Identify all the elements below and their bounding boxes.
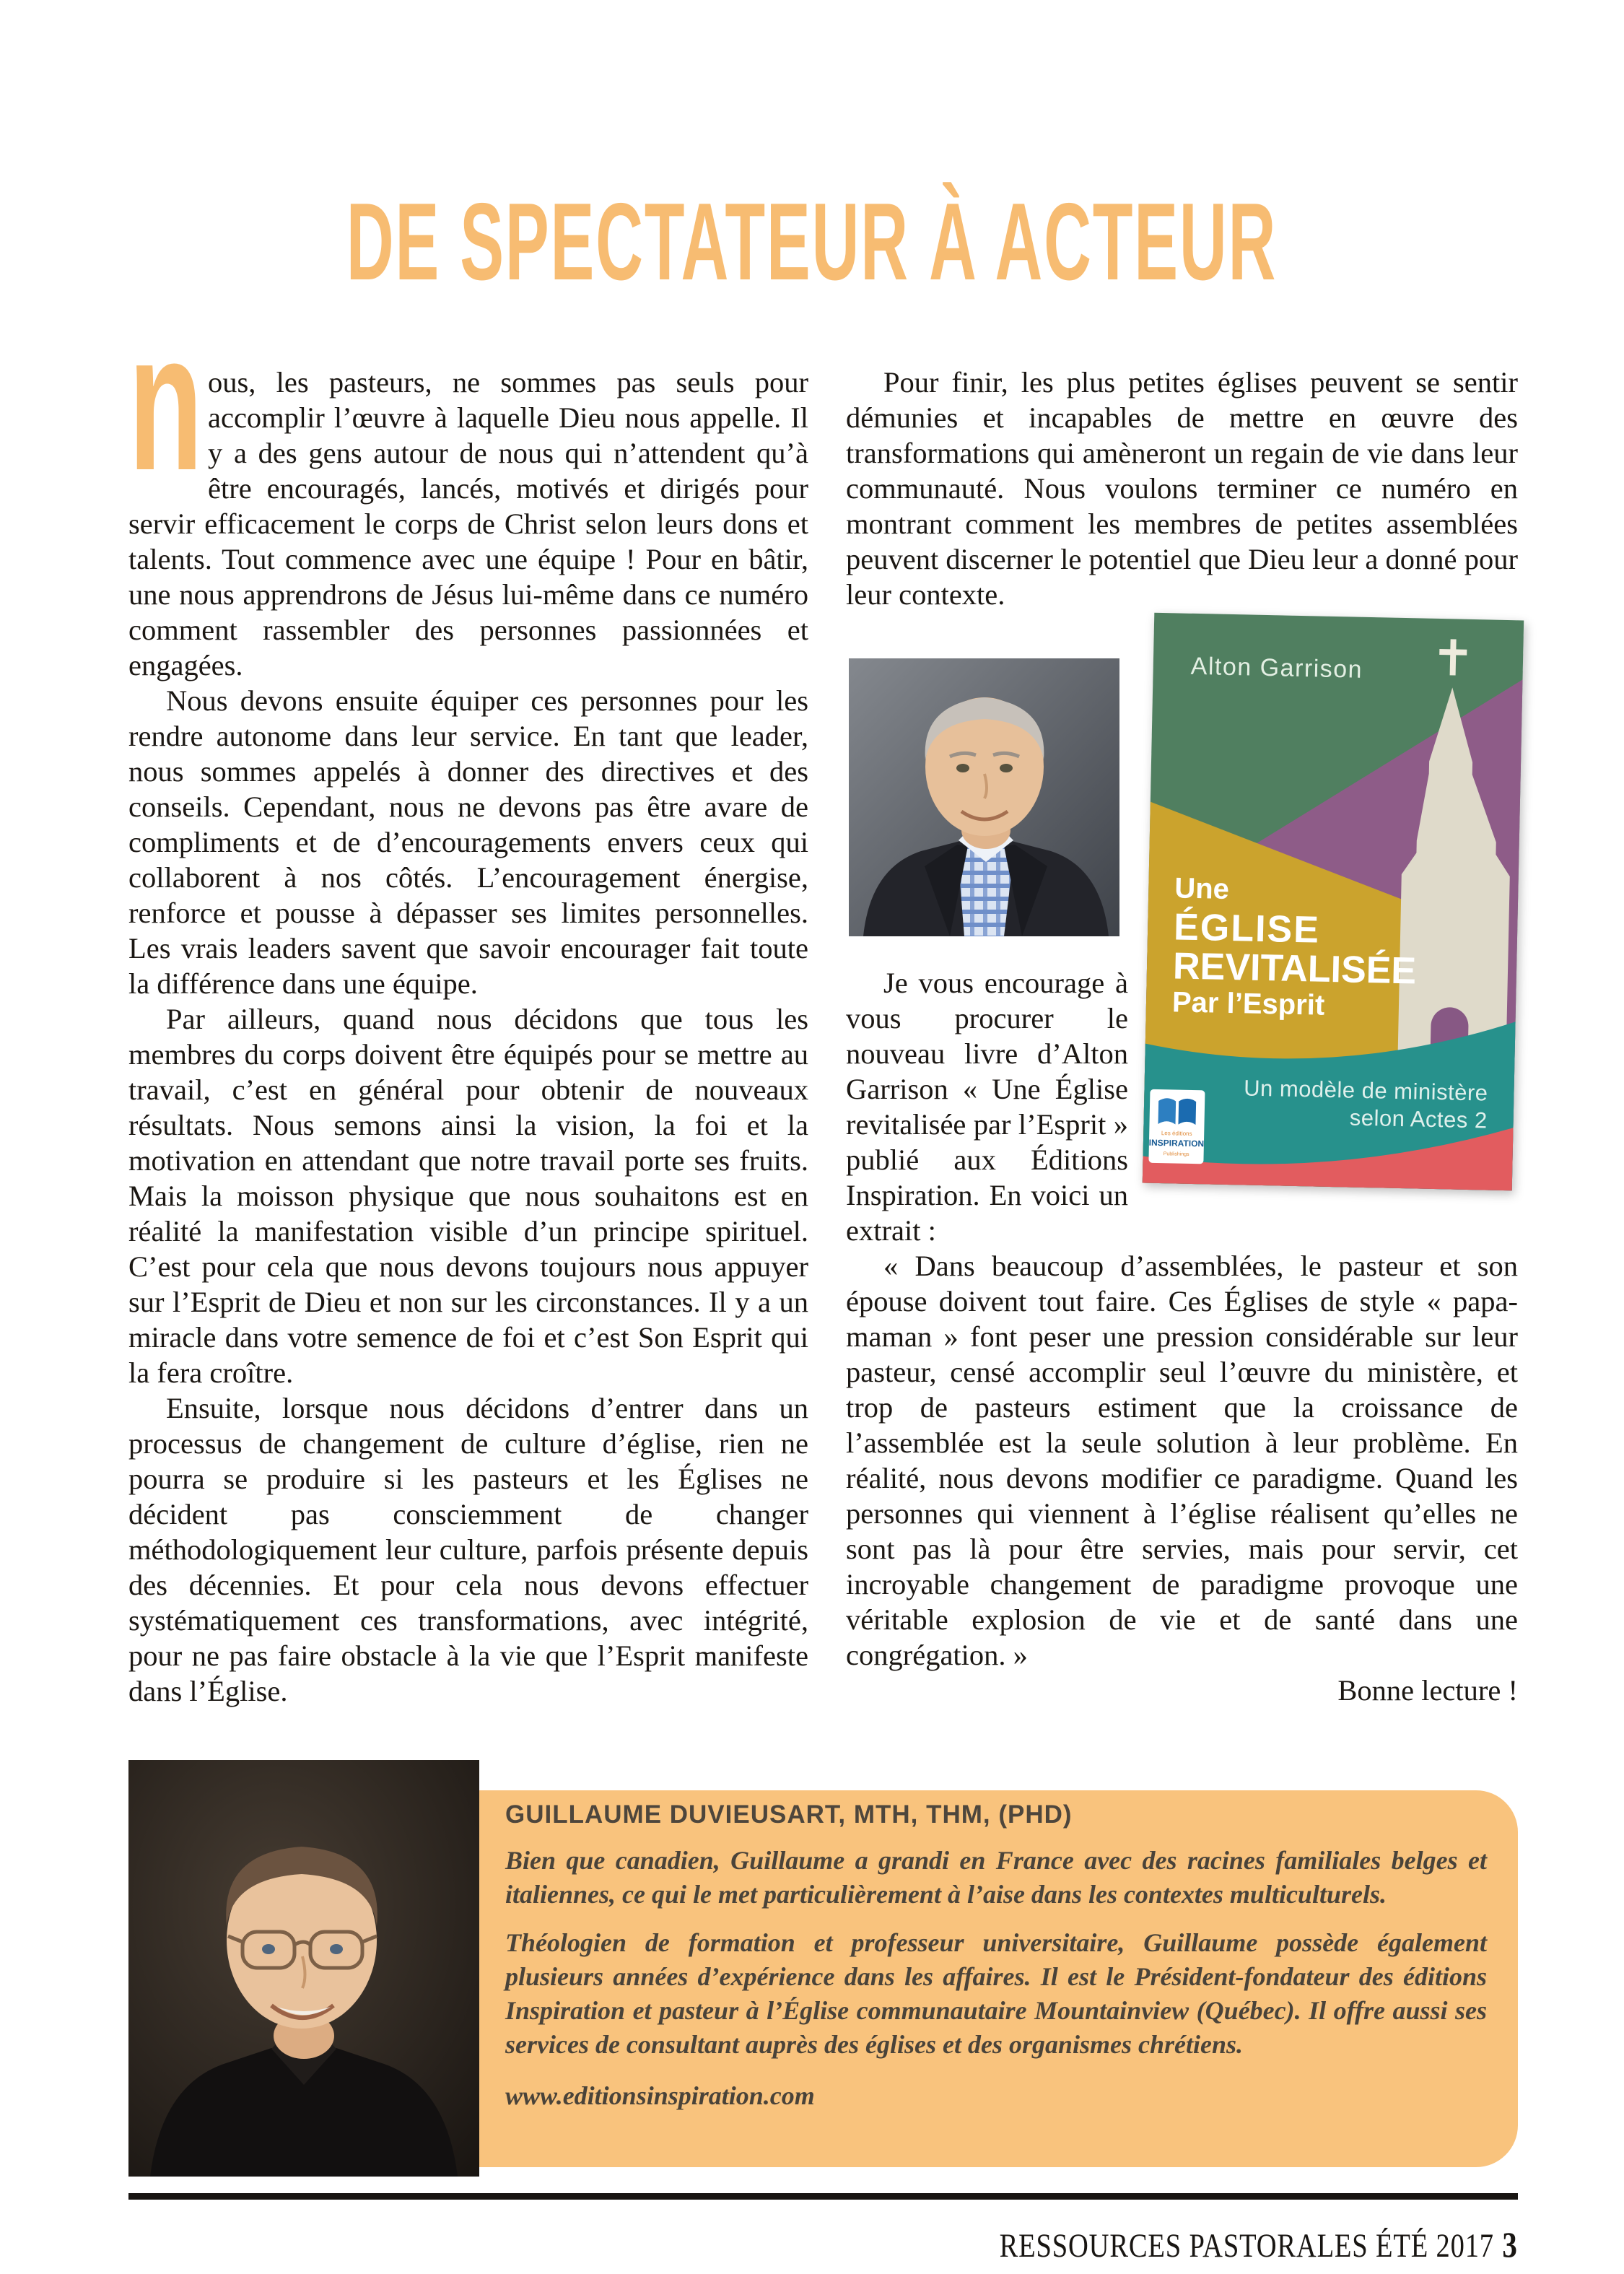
paragraph (128, 291, 808, 683)
publisher-url: www.editionsinspiration.com (505, 2081, 815, 2110)
eye (956, 764, 969, 772)
page-number: 3 (1502, 2224, 1518, 2265)
bio-paragraph: Bien que canadien, Guillaume a grandi en France avec des racines familiales belges et italiennes, ce qui le met particulièrement à l’aise dans les contextes multiculturels. (505, 1846, 1487, 1909)
logo-top-text: Les éditions (1161, 1130, 1192, 1137)
footer-rule (128, 2193, 1518, 2200)
author-bio-text (505, 1800, 1487, 2111)
book-author: Alton Garrison (1190, 652, 1363, 684)
journal-name: RESSOURCES PASTORALES ÉTÉ 2017 (999, 2227, 1495, 2265)
paragraph: Pour finir, les plus petites églises peuvent se sentir démunies et incapables de mettre en œuvre des transformations qui amèneront un regain de vie dans leur communauté. Nous voulons terminer ce numéro en montrant comment les membres de petites assemblées peuvent discerner le potentiel que Dieu leur a donné pour leur contexte. (846, 366, 1518, 611)
paragraph: Par ailleurs, quand nous décidons que tous les membres du corps doivent être équipés pour se mettre au travail, c’est en général pour obtenir de nouveaux résultats. Nous semons ainsi la vision, la foi et la motivation en attendant que notre travail porte ses fruits. Mais la moisson physique que nous souhaitons est en réalité la manifestation visible d’un principe spirituel. C’est pour cela que nous devons toujours nous appuyer sur l’Esprit de Dieu et non sur les circonstances. Il y a un miracle dans votre semence de foi et c’est Son Esprit qui la fera croître. (128, 1003, 808, 1389)
book-title-line3: REVITALISÉE (1172, 945, 1417, 993)
eye (1000, 764, 1013, 772)
book-subtitle-line1: Un modèle de ministère (1243, 1075, 1488, 1106)
book-title-line1: Une (1174, 872, 1230, 905)
cross-icon (1439, 649, 1467, 655)
footer (886, 2223, 1518, 2265)
quote-paragraph: « Dans beaucoup d’assemblées, le pasteur et son épouse doivent tout faire. Ces Églises de style « papa-maman » font peser une pression considérable sur leur pasteur, censé accomplir seul l’œuvre du ministère, et trop de pasteurs estiment que la croissance de l’assemblée est la seule solution à leur problème. En réalité, nous devons modifier ce paradigme. Quand les personnes qui viennent à l’église réalisent qu’elles ne sont pas là pour être servies, mais pour servir, cet incroyable changement de paradigme provoque une véritable explosion de vie et de santé dans une congrégation. » (846, 1250, 1518, 1671)
guillaume-photo (128, 1760, 479, 2177)
cross-icon (1450, 639, 1457, 675)
open-book-icon (1158, 1098, 1176, 1124)
eye (330, 1944, 343, 1954)
body-text: ous, les pasteurs, ne sommes pas seuls pour accomplir l’œuvre à laquelle Dieu nous appelle. Il y a des gens autour de nous qui n’attendent qu’à être encouragés, lancés, motivés et dirigés pour servir efficacement le corps de Christ selon leurs dons et talents. Tout commence avec une équipe ! Pour en bâtir, une nous apprendrons de Jésus lui-même dans ce numéro comment rassembler des personnes passionnées et engagées. (128, 366, 808, 681)
open-book-icon (1178, 1099, 1196, 1125)
bio-paragraph: Théologien de formation et professeur universitaire, Guillaume possède également plusieurs années d’expérience dans les affaires. Il est le Président-fondateur des éditions Inspiration et pasteur à l’Église communautaire Mountainview (Québec). Il offre aussi ses services de consultant auprès des églises et des organismes chrétiens. (505, 1928, 1487, 2059)
closing-line: Bonne lecture ! (1337, 1674, 1518, 1707)
logo-name-text: INSPIRATION (1148, 1137, 1205, 1149)
paragraph: Je vous encourage à vous procurer le nouveau livre d’Alton Garrison « Une Église revitalisée par l’Esprit » publié aux Éditions Inspiration. En voici un extrait : (846, 967, 1128, 1247)
eye (262, 1944, 275, 1954)
publisher-logo (1148, 1089, 1205, 1164)
footer-journal-and-page (1000, 2223, 1518, 2265)
page-title (0, 179, 1624, 305)
left-column (128, 291, 808, 1709)
paragraph: Ensuite, lorsque nous décidons d’entrer dans un processus de changement de culture d’église, rien ne pourra se produire si les pasteurs et les Églises ne décident pas consciemment de changer méthodologiquement leur culture, parfois présente depuis des décennies. Et pour cela nous devons effectuer systématiquement ces transformations, avec intégrité, pour ne pas faire obstacle à la vie que l’Esprit manifeste dans l’Église. (128, 1392, 808, 1707)
author-name: GUILLAUME DUVIEUSART, MTH, THM, (PHD) (505, 1800, 1073, 1829)
drop-cap (128, 291, 204, 511)
drop-cap-letter: n (128, 291, 204, 511)
book-title-line2: ÉGLISE (1173, 906, 1321, 951)
alton-garrison-photo (849, 658, 1119, 936)
book-title-line4: Par l’Esprit (1171, 986, 1325, 1021)
book-subtitle-line2: selon Actes 2 (1349, 1105, 1488, 1133)
logo-bottom-text: Publishings (1163, 1151, 1189, 1157)
right-column (846, 365, 1518, 1708)
paragraph: Nous devons ensuite équiper ces personnes pour les rendre autonome dans leur service. En tant que leader, nous sommes appelés à donner des directives et des conseils. Cependant, nous ne devons pas être avare de compliments et de d’encouragements envers ceux qui collaborent à nos côtés. L’encouragement énergise, renforce et pousse à dépasser ses limites personnelles. Les vrais leaders savent que savoir encourager fait toute la différence dans une équipe. (128, 684, 808, 1000)
page-title-text: DE SPECTATEUR À ACTEUR (346, 180, 1278, 303)
book-cover (1143, 613, 1524, 1191)
